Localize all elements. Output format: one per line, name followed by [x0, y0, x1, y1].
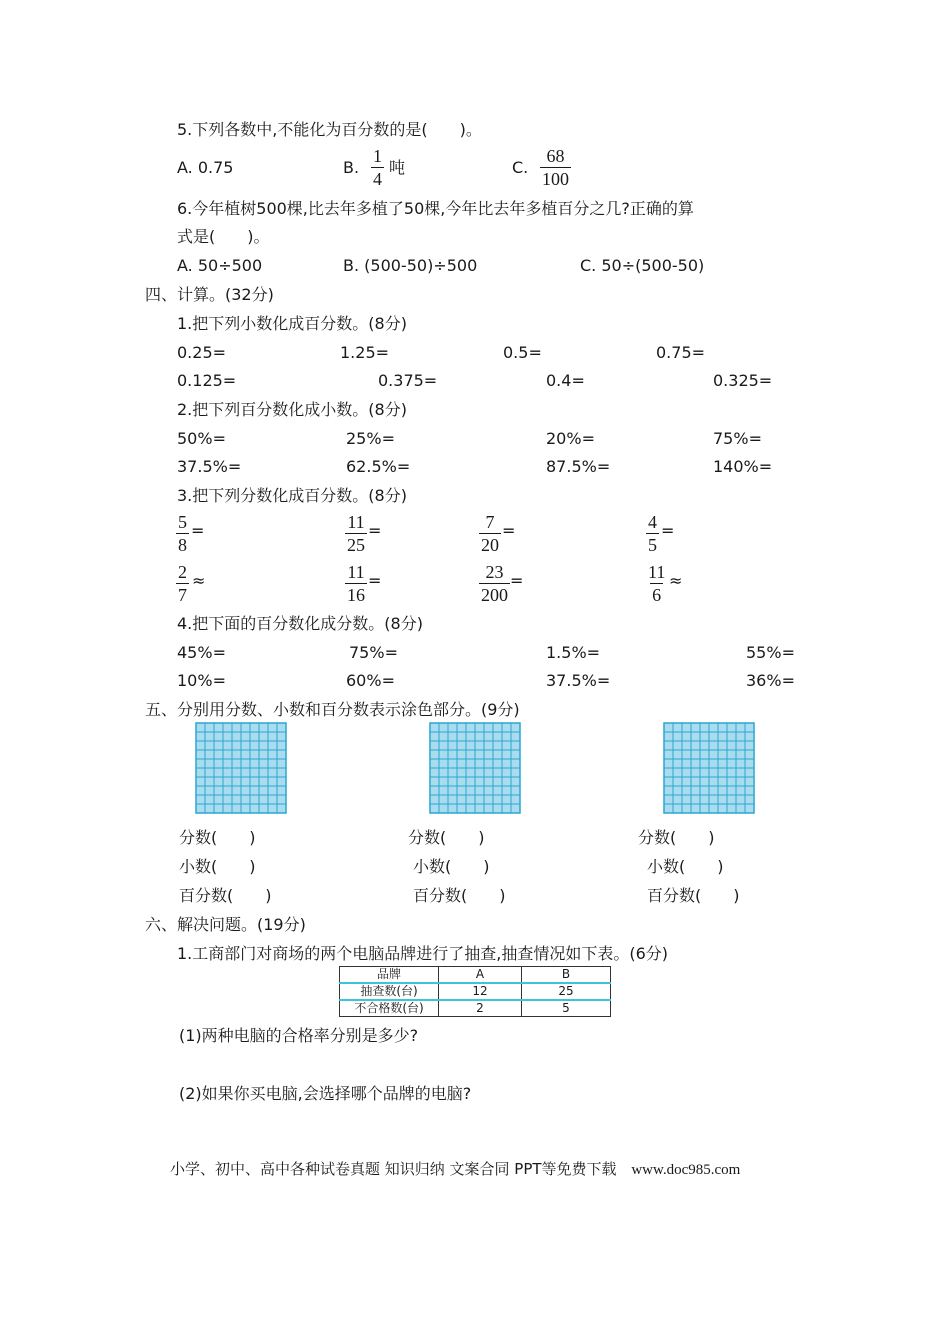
p3-operator: ≈	[192, 571, 206, 590]
fraction-denominator: 6	[652, 585, 662, 605]
s6-p1-title: 1.工商部门对商场的两个电脑品牌进行了抽查,抽查情况如下表。(6分)	[177, 944, 669, 963]
fraction-denominator: 8	[178, 535, 187, 555]
q5-option-b-label: B.	[343, 158, 360, 177]
p3-fraction	[345, 513, 367, 554]
q6-stem-line2: 式是( )。	[177, 227, 270, 246]
fraction-denominator: 4	[373, 169, 382, 189]
p3-operator: =	[368, 571, 382, 590]
p2-item: 75%=	[713, 429, 762, 448]
p1-item: 0.4=	[546, 371, 585, 390]
p3-operator: =	[502, 521, 516, 540]
p3-fraction	[345, 563, 367, 604]
grid2-fraction-label: 分数( )	[408, 828, 485, 847]
table-cell: 12	[439, 983, 522, 1000]
table-cell: B	[522, 967, 611, 984]
fraction-numerator: 7	[485, 512, 495, 532]
page-footer	[170, 1158, 740, 1179]
fraction-denominator: 16	[347, 585, 365, 605]
table-cell: 抽查数(台)	[340, 983, 439, 1000]
hundred-grid-1	[195, 722, 287, 814]
grid1-percent-label: 百分数( )	[179, 886, 272, 905]
fraction-numerator: 4	[648, 512, 657, 532]
table-cell: 5	[522, 1000, 611, 1017]
table-row	[340, 1000, 611, 1017]
p1-item: 0.75=	[656, 343, 706, 362]
fraction-denominator: 5	[648, 535, 657, 555]
fraction-numerator: 11	[347, 562, 365, 582]
hundred-grid-2	[429, 722, 521, 814]
section4-title: 四、计算。(32分)	[145, 285, 274, 304]
grid3-percent-label: 百分数( )	[647, 886, 740, 905]
table-cell: A	[439, 967, 522, 984]
q6-option-c: C. 50÷(500-50)	[580, 256, 705, 275]
fraction-numerator: 1	[373, 146, 382, 166]
table-cell: 品牌	[340, 967, 439, 984]
grid2-percent-label: 百分数( )	[413, 886, 506, 905]
p1-item: 0.125=	[177, 371, 237, 390]
grid3-decimal-label: 小数( )	[647, 857, 724, 876]
footer-text: 小学、初中、高中各种试卷真题 知识归纳 文案合同 PPT等免费下载	[170, 1160, 617, 1178]
fraction-numerator: 68	[546, 146, 565, 166]
p4-item: 10%=	[177, 671, 226, 690]
p3-operator: =	[191, 521, 205, 540]
section5-title: 五、分别用分数、小数和百分数表示涂色部分。(9分)	[145, 700, 520, 719]
p2-title: 2.把下列百分数化成小数。(8分)	[177, 400, 407, 419]
p2-item: 87.5%=	[546, 457, 611, 476]
q6-option-a: A. 50÷500	[177, 256, 263, 275]
s6-subquestion-2: (2)如果你买电脑,会选择哪个品牌的电脑?	[179, 1084, 472, 1103]
p4-item: 60%=	[346, 671, 395, 690]
table-cell: 2	[439, 1000, 522, 1017]
p3-fraction	[479, 563, 510, 604]
grid1-decimal-label: 小数( )	[179, 857, 256, 876]
hundred-grid-3	[663, 722, 755, 814]
footer-url[interactable]: www.doc985.com	[631, 1162, 741, 1178]
s6-subquestion-1: (1)两种电脑的合格率分别是多少?	[179, 1026, 419, 1045]
fraction-denominator: 7	[178, 585, 187, 605]
p3-fraction	[176, 513, 189, 554]
fraction-denominator: 20	[481, 535, 499, 555]
p3-operator: =	[510, 571, 524, 590]
p1-item: 0.25=	[177, 343, 227, 362]
p3-operator: ≈	[669, 571, 683, 590]
p2-item: 37.5%=	[177, 457, 242, 476]
p1-item: 0.325=	[713, 371, 773, 390]
section6-title: 六、解决问题。(19分)	[145, 915, 306, 934]
fraction-numerator: 11	[347, 512, 365, 532]
table-header-row	[340, 967, 611, 984]
q6-option-b: B. (500-50)÷500	[343, 256, 478, 275]
q5-stem: 5.下列各数中,不能化为百分数的是( )。	[177, 120, 482, 139]
p1-title: 1.把下列小数化成百分数。(8分)	[177, 314, 407, 333]
q5-option-c-label: C.	[512, 158, 529, 177]
p1-item: 1.25=	[340, 343, 390, 362]
p3-fraction	[479, 513, 501, 554]
p4-item: 37.5%=	[546, 671, 611, 690]
table-cell: 不合格数(台)	[340, 1000, 439, 1017]
q6-stem-line1: 6.今年植树500棵,比去年多植了50棵,今年比去年多植百分之几?正确的算	[177, 199, 694, 218]
p3-fraction	[176, 563, 189, 604]
fraction-numerator: 23	[485, 562, 504, 582]
p1-item: 0.5=	[503, 343, 542, 362]
q5-option-b-fraction	[371, 147, 384, 188]
p2-item: 25%=	[346, 429, 395, 448]
fraction-numerator: 5	[178, 512, 187, 532]
table-cell: 25	[522, 983, 611, 1000]
p2-item: 140%=	[713, 457, 773, 476]
fraction-numerator: 11	[648, 562, 666, 582]
p4-title: 4.把下面的百分数化成分数。(8分)	[177, 614, 423, 633]
p3-fraction	[646, 513, 659, 554]
p3-fraction	[646, 563, 667, 604]
q5-option-b-unit: 吨	[389, 158, 406, 177]
p2-item: 20%=	[546, 429, 595, 448]
p2-item: 62.5%=	[346, 457, 411, 476]
p3-operator: =	[368, 521, 382, 540]
p4-item: 55%=	[746, 643, 795, 662]
p3-title: 3.把下列分数化成百分数。(8分)	[177, 486, 407, 505]
grid3-fraction-label: 分数( )	[638, 828, 715, 847]
p4-item: 75%=	[349, 643, 398, 662]
fraction-denominator: 200	[481, 585, 508, 605]
fraction-numerator: 2	[178, 562, 187, 582]
grid1-fraction-label: 分数( )	[179, 828, 256, 847]
q5-option-c-fraction	[540, 147, 571, 188]
fraction-denominator: 25	[347, 535, 365, 555]
p3-operator: =	[661, 521, 675, 540]
p2-item: 50%=	[177, 429, 226, 448]
p4-item: 45%=	[177, 643, 226, 662]
grid2-decimal-label: 小数( )	[413, 857, 490, 876]
p1-item: 0.375=	[378, 371, 438, 390]
brand-inspection-table	[339, 966, 611, 1017]
q5-option-a: A. 0.75	[177, 158, 234, 177]
p4-item: 36%=	[746, 671, 795, 690]
p4-item: 1.5%=	[546, 643, 601, 662]
fraction-denominator: 100	[542, 169, 569, 189]
table-row	[340, 983, 611, 1000]
